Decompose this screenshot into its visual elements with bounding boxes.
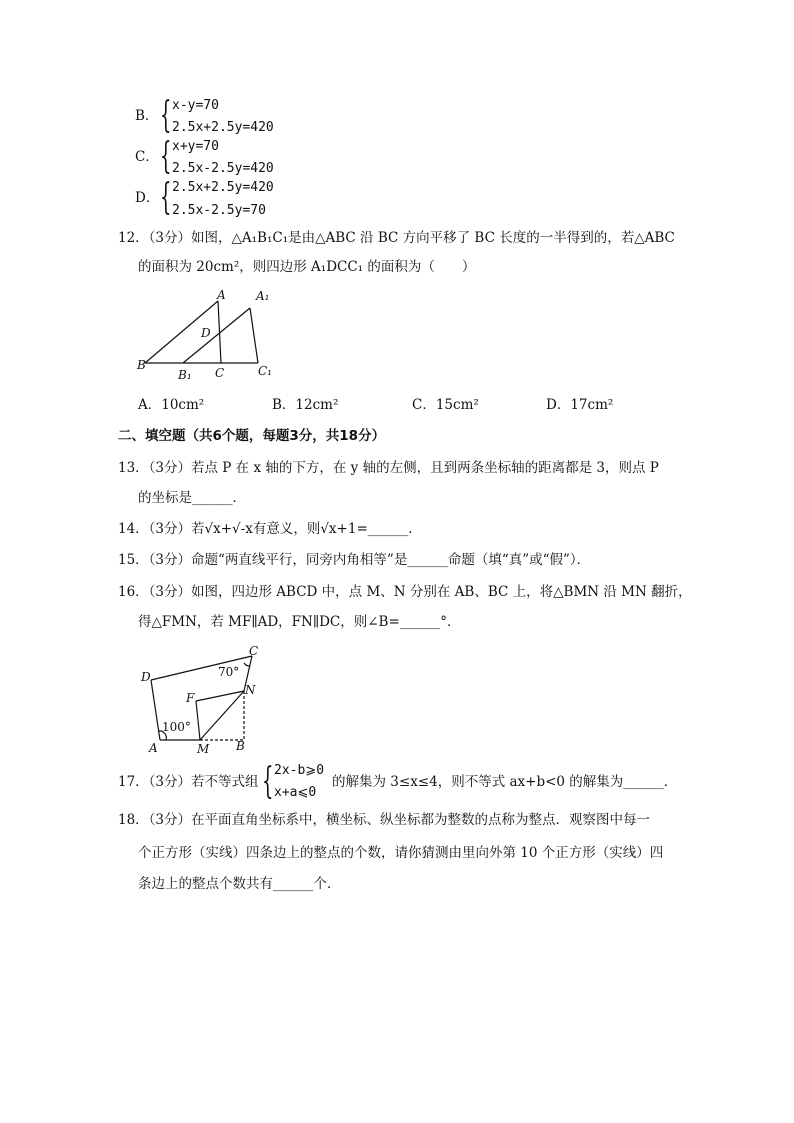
option-label: B． [135, 108, 159, 124]
label-d: D [141, 670, 151, 684]
question-13-text: 的坐标是______． [138, 490, 246, 506]
angle-70: 70° [218, 665, 240, 679]
question-text: 得△FMN，若 MF∥AD，FN∥DC，则∠B=______°． [138, 614, 461, 630]
question-13-text: 13．（3分）若点 P 在 x 轴的下方，在 y 轴的左侧，且到两条坐标轴的距离都是 3，则点 P [118, 460, 659, 476]
option-a: A．10cm² [138, 397, 205, 413]
question-14-text: 14．（3分）若√x+√-x有意义，则√x+1=______． [118, 521, 422, 537]
label-c: C [215, 366, 225, 380]
equation-line: 2.5x-2.5y=420 [172, 161, 274, 176]
fold-figure [138, 643, 268, 758]
inequality-line: 2x-b⩾0 [274, 763, 325, 778]
angle-100: 100° [162, 720, 191, 734]
equation-line: 2.5x+2.5y=420 [172, 180, 274, 195]
label-m: M [197, 742, 210, 756]
label-c1: C₁ [258, 364, 272, 378]
option-label: C． [135, 149, 159, 165]
translation-figure [133, 287, 293, 382]
label-a: A [149, 741, 158, 755]
equation-line: 2.5x+2.5y=420 [172, 120, 274, 135]
question-18-text: 个正方形（实线）四条边上的整点的个数，请你猜测由里向外第 10 个正方形（实线）四 [138, 845, 664, 861]
question-18-text: 条边上的整点个数共有______个． [138, 876, 341, 892]
section-heading: 二、填空题（共6个题，每题3分，共18分） [118, 428, 386, 444]
label-a1: A₁ [256, 289, 270, 303]
option-label: D． [135, 190, 160, 206]
question-text: 12．（3分）如图，△A₁B₁C₁是由△ABC 沿 BC 方向平移了 BC 长度的一半得到的，若△ABC [118, 230, 675, 246]
option-b: B．12cm² [272, 397, 339, 413]
question-text: 的解集为 3≤x≤4，则不等式 ax+b<0 的解集为______． [332, 774, 678, 790]
label-f: F [186, 691, 195, 705]
equation-line: 2.5x-2.5y=70 [172, 203, 266, 218]
question-text: 的面积为 20cm²，则四边形 A₁DCC₁ 的面积为（ ） [138, 259, 476, 275]
question-text: 16．（3分）如图，四边形 ABCD 中，点 M、N 分别在 AB、BC 上，将△BMN 沿 MN 翻折， [118, 584, 692, 600]
question-18-text: 18．（3分）在平面直角坐标系中，横坐标、纵坐标都为整数的点称为整点．观察图中每一 [118, 812, 651, 828]
brace-icon: { [160, 95, 172, 136]
question-15-text: 15．（3分）命题“两直线平行，同旁内角相等”是______命题（填“真”或“假”）． [118, 552, 591, 568]
label-a: A [217, 288, 226, 302]
brace-icon: { [262, 761, 274, 802]
label-b1: B₁ [178, 368, 192, 382]
brace-icon: { [160, 136, 172, 177]
label-d: D [201, 326, 211, 340]
option-d: D．17cm² [546, 397, 614, 413]
label-n: N [245, 683, 256, 697]
equation-line: x-y=70 [172, 98, 219, 113]
label-b: B [236, 739, 245, 753]
brace-icon: { [160, 177, 172, 218]
label-c: C [249, 644, 259, 658]
inequality-line: x+a⩽0 [274, 785, 317, 800]
option-c: C．15cm² [412, 397, 479, 413]
label-b: B [137, 358, 146, 372]
equation-line: x+y=70 [172, 139, 219, 154]
question-text: 17．（3分）若不等式组 [118, 774, 259, 790]
